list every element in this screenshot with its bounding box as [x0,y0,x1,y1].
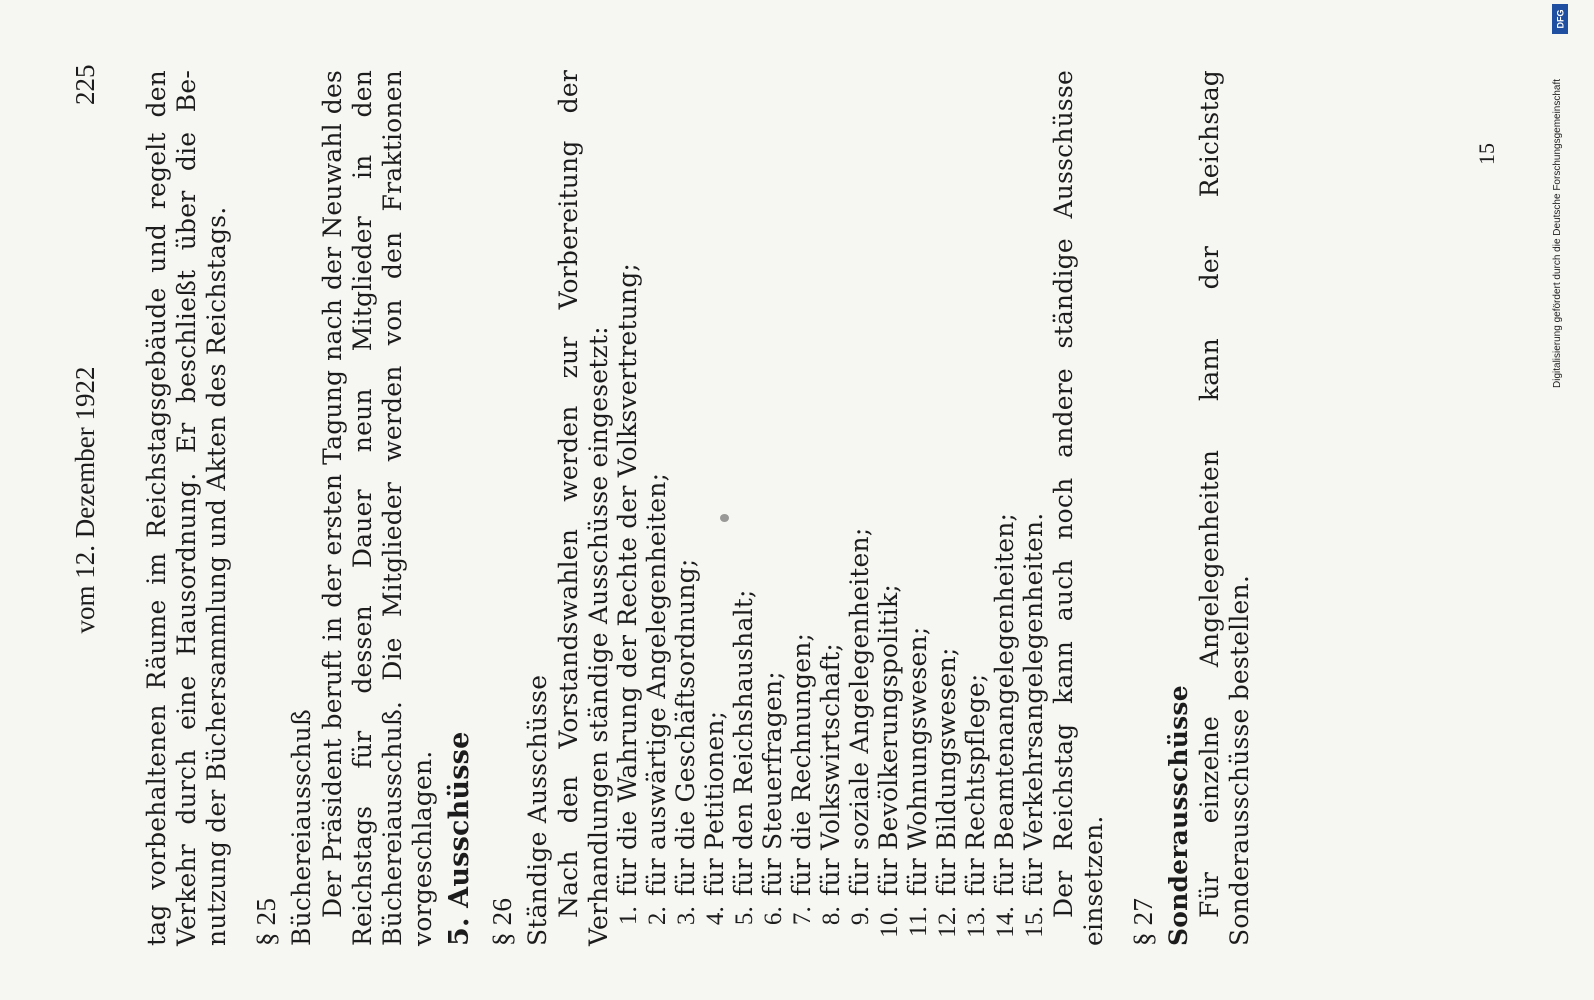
list-item [817,70,846,942]
list-number: 1. [615,906,642,926]
list-item [875,70,904,942]
section-25-title: Büchereiausschuß [287,709,316,946]
list-number: 15. [1021,906,1048,938]
list-text: für die Geschäftsordnung; [671,558,700,896]
section-25-number: § 25 [251,897,281,946]
list-item [614,70,643,942]
list-item [904,70,933,942]
list-text: für Verkehrsangelegenheiten. [1019,512,1048,896]
list-text: für die Rechnungen; [787,632,816,896]
list-number: 3. [673,906,700,926]
margin-number: 15 [1474,143,1499,165]
list-text: für auswärtige Angelegenheiten; [642,472,671,896]
list-text: für die Wahrung der Rechte der Volksvertretung; [613,262,642,896]
list-item [759,70,788,942]
section-26-closing: Der Reichstag kann auch noch andere ständige Ausschüsse einsetzen. [1049,70,1108,946]
page-number: 225 [70,64,100,105]
intro-line: nutzung der Büchersammlung und Akten des Reichstags. [202,206,231,946]
list-text: für Bevölkerungspolitik; [874,584,903,896]
credit-strip [1550,0,1572,390]
running-head: vom 12. Dezember 1922 [70,366,100,634]
list-item [672,70,701,942]
section-27-number: § 27 [1128,897,1158,946]
list-number: 4. [702,906,729,926]
list-text: für Wohnungswesen; [903,626,932,896]
chapter-heading: 5. Ausschüsse [444,731,475,946]
list-item [991,70,1020,942]
intro-line: tag vorbehaltenen Räume im Reichstagsgebäude und regelt den [142,70,171,946]
section-27-text: Für einzelne Angelegenheiten kann der Reichstag Sonderausschüsse bestellen. [1195,70,1254,946]
list-number: 2. [644,906,671,926]
list-item [643,70,672,942]
list-item [962,70,991,942]
list-number: 9. [847,906,874,926]
list-item [933,70,962,942]
list-text: für Petitionen; [700,710,729,896]
list-text: für den Reichshaushalt; [729,589,758,896]
section-27-title: Sonderausschüsse [1164,685,1193,946]
list-number: 13. [963,906,990,938]
section-25-text: Der Präsident beruft in der ersten Tagung nach der Neuwahl des Reichstags für dessen Dauer neun Mitglieder in den Büchereiausschuß. Die Mitglieder werden von den Fraktionen vorgeschlagen. [318,70,437,946]
list-item [788,70,817,942]
dfg-logo [1552,4,1568,34]
list-number: 7. [789,906,816,926]
list-number: 12. [934,906,961,938]
section-26-intro: Nach den Vorstandswahlen werden zur Vorbereitung der Verhandlungen ständige Ausschüsse eingesetzt: [554,70,613,946]
body-text [142,70,1255,946]
list-number: 10. [876,906,903,938]
list-text: für Steuerfragen; [758,671,787,896]
credit-text: Digitalisierung gefördert durch die Deutsche Forschungsgemeinschaft [1552,78,1563,388]
list-text: für soziale Angelegenheiten; [845,527,874,896]
section-26-number: § 26 [487,897,517,946]
list-number: 6. [760,906,787,926]
list-number: 14. [992,906,1019,938]
list-number: 11. [905,906,932,937]
intro-line: Verkehr durch eine Hausordnung. Er beschließt über die Be- [172,70,201,946]
list-text: für Volkswirtschaft; [816,643,845,896]
list-text: für Beamtenangelegenheiten; [990,512,1019,896]
ink-spot [720,514,729,522]
list-text: für Bildungswesen; [932,647,961,896]
section-26-title: Ständige Ausschüsse [523,674,552,946]
list-item [846,70,875,942]
list-item [1020,70,1049,942]
dfg-logo-text: DFG [1555,9,1565,29]
list-number: 5. [731,906,758,926]
list-text: für Rechtspflege; [961,673,990,896]
list-item [730,70,759,942]
committee-list [614,70,1049,946]
list-number: 8. [818,906,845,926]
list-item [701,70,730,942]
